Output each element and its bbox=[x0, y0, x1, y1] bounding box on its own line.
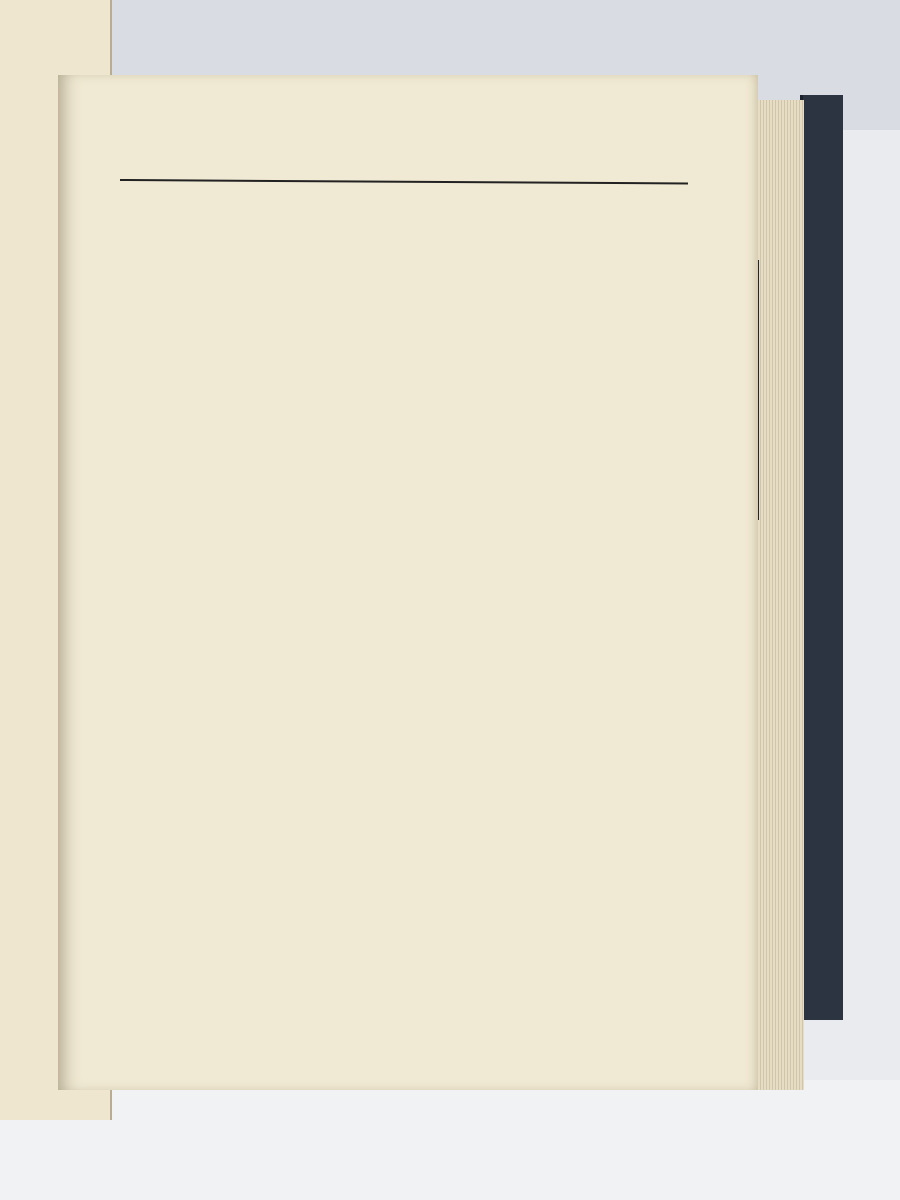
background-table bbox=[0, 1080, 900, 1200]
page-content bbox=[58, 75, 758, 1090]
book-cover-edge bbox=[800, 95, 843, 1020]
header-rule bbox=[120, 179, 688, 184]
